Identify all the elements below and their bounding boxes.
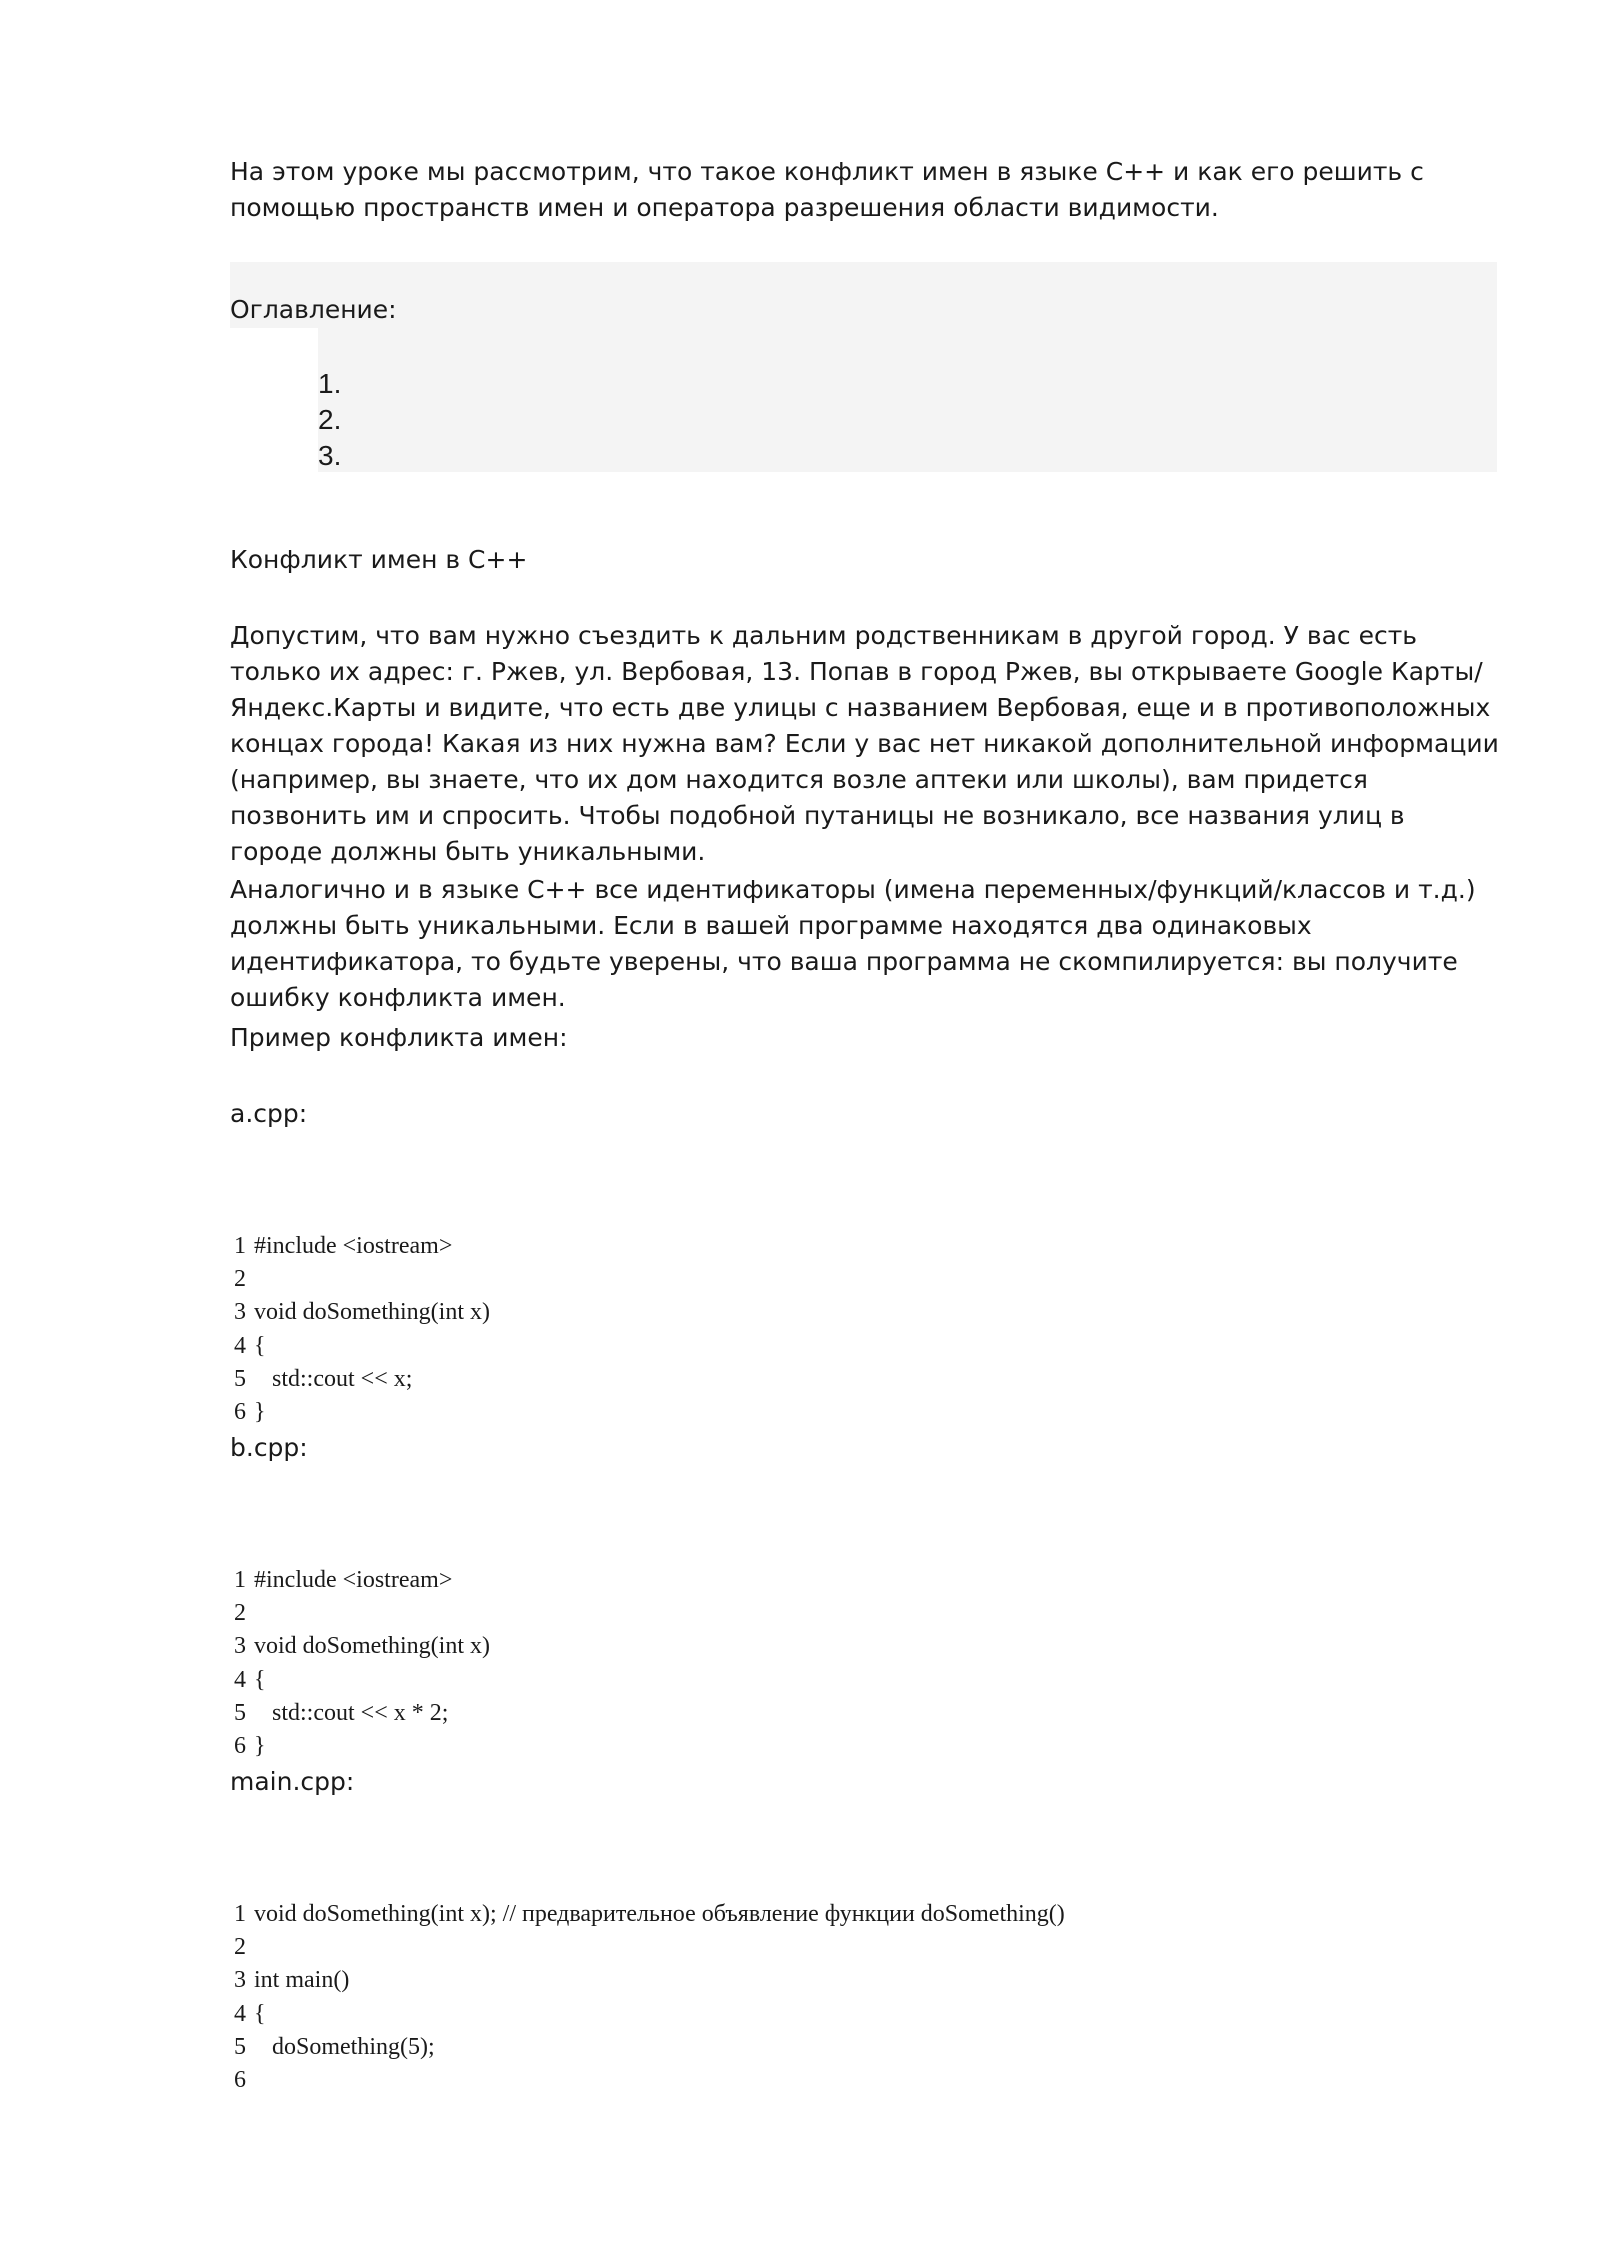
line-number: 2 <box>234 1600 246 1627</box>
line-number: 3 <box>234 1967 246 1994</box>
line-number: 2 <box>234 1934 246 1961</box>
line-number: 4 <box>234 1666 246 1693</box>
code-line <box>234 2031 1065 2064</box>
toc-item[interactable]: 1. <box>318 368 342 399</box>
line-number: 6 <box>234 1732 246 1759</box>
code-text: std::cout << x * 2; <box>254 1699 449 1726</box>
code-line <box>234 1597 490 1630</box>
paragraph-example-intro: Пример конфликта имен: <box>230 1023 568 1052</box>
line-number: 4 <box>234 1332 246 1359</box>
line-number: 4 <box>234 2000 246 2027</box>
file-label-main: main.cpp: <box>230 1767 355 1796</box>
toc-item[interactable]: 3. <box>318 440 342 471</box>
file-label-b: b.cpp: <box>230 1433 308 1462</box>
line-number: 6 <box>234 1398 246 1425</box>
code-text: } <box>254 1732 266 1759</box>
code-line <box>234 1630 490 1663</box>
line-number: 3 <box>234 1633 246 1660</box>
paragraph-identifiers: Аналогично и в языке C++ все идентификаторы (имена переменных/функций/классов и т.д.) должны быть уникальными. Если в вашей программе находятся два одинаковых идентификатора, то будьте уверены, что ваша программа не скомпилируется: вы получите ошибку конфликта имен. <box>230 875 1476 1012</box>
line-number: 5 <box>234 1365 246 1392</box>
line-number: 1 <box>234 1567 246 1593</box>
line-number: 2 <box>234 1266 246 1293</box>
code-line <box>234 1296 490 1329</box>
code-text: int main() <box>254 1967 350 1994</box>
table-of-contents <box>230 262 1497 472</box>
line-number: 1 <box>234 1901 246 1927</box>
code-text: { <box>254 1666 266 1693</box>
code-text: } <box>254 1398 266 1425</box>
line-number: 5 <box>234 1699 246 1726</box>
line-number: 5 <box>234 2033 246 2060</box>
code-text: doSomething(5); <box>254 2033 435 2060</box>
toc-item[interactable]: 2. <box>318 404 342 435</box>
code-line <box>234 1330 490 1363</box>
code-line <box>234 1363 490 1396</box>
code-text: void doSomething(int x) <box>254 1299 490 1326</box>
code-line <box>234 1931 1065 1964</box>
code-block-main <box>234 1898 1065 2097</box>
section-heading: Конфликт имен в C++ <box>230 545 528 574</box>
intro-paragraph: На этом уроке мы рассмотрим, что такое конфликт имен в языке C++ и как его решить с помощью пространств имен и оператора разрешения области видимости. <box>230 157 1424 222</box>
code-line <box>234 1564 490 1597</box>
code-text: #include <iostream> <box>254 1567 453 1593</box>
code-text: { <box>254 2000 266 2027</box>
toc-title: Оглавление: <box>230 295 397 324</box>
code-text: std::cout << x; <box>254 1365 413 1392</box>
code-text: void doSomething(int x) <box>254 1633 490 1660</box>
code-line <box>234 1263 490 1296</box>
code-line <box>234 1396 490 1429</box>
code-line <box>234 1964 1065 1997</box>
paragraph-analogy: Допустим, что вам нужно съездить к дальним родственникам в другой город. У вас есть только их адрес: г. Ржев, ул. Вербовая, 13. Попав в город Ржев, вы открываете Google Карты/Яндекс.Карты и видите, что есть две улицы с названием Вербовая, еще и в противоположных концах города! Какая из них нужна вам? Если у вас нет никакой дополнительной информации (например, вы знаете, что их дом находится возле аптеки или школы), вам придется позвонить им и спросить. Чтобы подобной путаницы не возникало, все названия улиц в городе должны быть уникальными. <box>230 621 1499 866</box>
code-block-a <box>234 1230 490 1429</box>
line-number: 3 <box>234 1299 246 1326</box>
code-line <box>234 2064 1065 2097</box>
toc-list <box>318 366 341 474</box>
code-line <box>234 1730 490 1763</box>
code-text: { <box>254 1332 266 1359</box>
code-line <box>234 1230 490 1263</box>
code-line <box>234 1898 1065 1931</box>
line-number: 6 <box>234 2066 246 2093</box>
code-text: void doSomething(int x); // предварительное объявление функции doSomething() <box>254 1901 1065 1927</box>
code-text: #include <iostream> <box>254 1233 453 1259</box>
file-label-a: a.cpp: <box>230 1099 308 1128</box>
code-line <box>234 1664 490 1697</box>
toc-indent-area <box>230 328 318 472</box>
line-number: 1 <box>234 1233 246 1259</box>
code-line <box>234 1998 1065 2031</box>
code-block-b <box>234 1564 490 1763</box>
code-line <box>234 1697 490 1730</box>
